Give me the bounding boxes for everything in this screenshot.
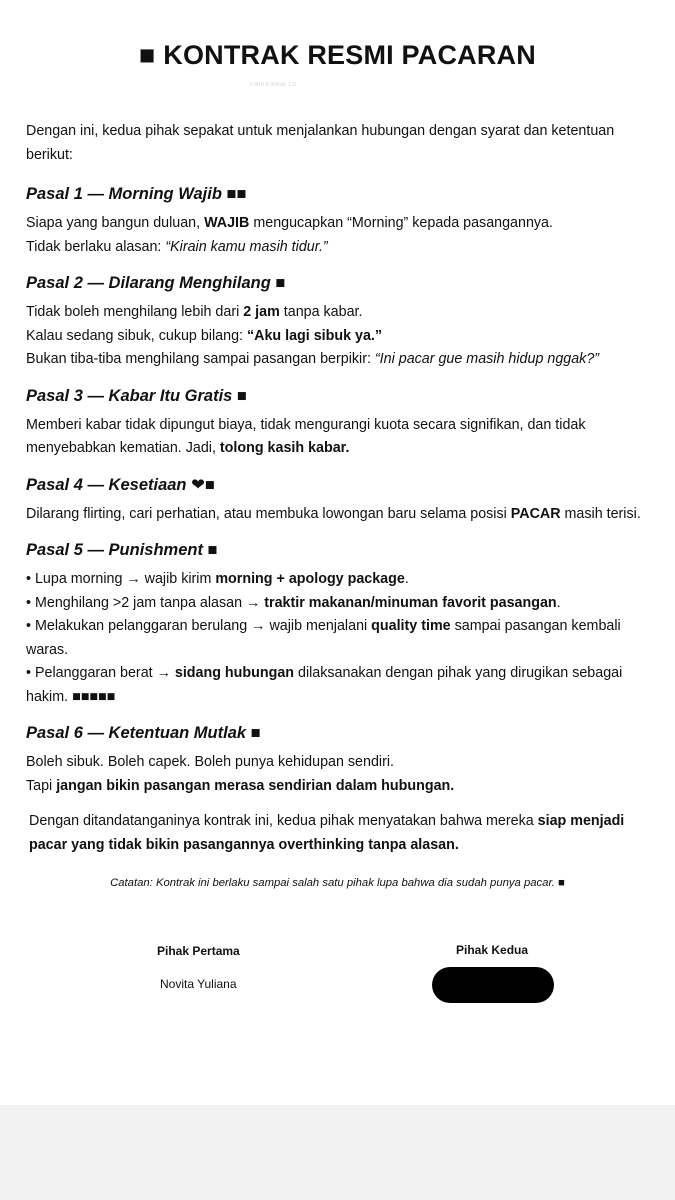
redaction-mark xyxy=(432,967,554,1003)
text-segment: . xyxy=(556,594,561,611)
pasal-2-line-3 xyxy=(26,348,656,372)
italic-segment: “Kirain kamu masih tidur.” xyxy=(165,238,328,255)
italic-segment: “Ini pacar gue masih hidup nggak?” xyxy=(374,351,600,367)
text-segment: • Melakukan pelanggaran berulang → wajib menjalani xyxy=(26,618,372,634)
page-title: ■ KONTRAK RESMI PACARAN xyxy=(139,40,536,70)
text-segment: masih terisi. xyxy=(560,505,641,522)
text-segment: Siapa yang bangun duluan, xyxy=(26,215,205,231)
text-segment: • Lupa morning → wajib kirim xyxy=(26,571,216,587)
pasal-4-title: Pasal 4 — Kesetiaan ❤■ xyxy=(26,475,215,494)
text-segment: . xyxy=(404,571,409,587)
pasal-1-line-1 xyxy=(26,212,656,236)
bold-segment: “Aku lagi sibuk ya.” xyxy=(246,327,383,344)
pasal-5-title: Pasal 5 — Punishment ■ xyxy=(26,541,218,559)
pasal-6 xyxy=(26,721,656,798)
bold-segment: morning + apology package xyxy=(215,571,405,587)
pasal-5-bullet-4 xyxy=(26,662,656,709)
text-segment: Memberi kabar tidak dipungut biaya, tidak mengurangi kuota secara signifikan, dan tidak menyebabkan kematian. Jadi, xyxy=(26,416,586,456)
bold-segment: siap menjadi pacar yang tidak bikin pasangannya overthinking tanpa alasan. xyxy=(29,813,625,853)
footnote: Catatan: Kontrak ini berlaku sampai salah satu pihak lupa bahwa dia sudah punya pacar. ■ xyxy=(110,877,565,889)
pasal-6-title: Pasal 6 — Ketentuan Mutlak ■ xyxy=(26,724,261,742)
bold-segment: traktir makanan/minuman favorit pasangan xyxy=(264,594,557,611)
pasal-5-bullet-3 xyxy=(26,615,656,662)
bold-segment: quality time xyxy=(371,618,451,634)
text-segment: Tapi xyxy=(26,777,57,794)
pasal-1-line-2 xyxy=(26,236,656,260)
pasal-6-line-1: Boleh sibuk. Boleh capek. Boleh punya kehidupan sendiri. xyxy=(26,754,394,770)
pasal-4-line-1 xyxy=(26,503,656,527)
text-segment: Dilarang flirting, cari perhatian, atau membuka lowongan baru selama posisi xyxy=(26,505,511,522)
pasal-3 xyxy=(26,384,656,461)
intro-paragraph: Dengan ini, kedua pihak sepakat untuk menjalankan hubungan dengan syarat dan ketentuan berikut: xyxy=(26,123,615,163)
pasal-3-line-1 xyxy=(26,414,656,461)
text-segment: • Menghilang >2 jam tanpa alasan → xyxy=(26,594,265,611)
pasal-2-title: Pasal 2 — Dilarang Menghilang ■ xyxy=(26,274,286,292)
pasal-5-bullet-2 xyxy=(26,592,656,616)
pasal-4 xyxy=(26,473,656,527)
text-segment: tanpa kabar. xyxy=(279,304,363,320)
text-segment: Bukan tiba-tiba menghilang sampai pasangan berpikir: xyxy=(26,351,375,367)
text-segment: mengucapkan “Morning” kepada pasangannya. xyxy=(249,215,553,231)
bold-segment: tolong kasih kabar. xyxy=(219,440,350,456)
first-party-label: Pihak Pertama xyxy=(157,944,240,958)
bold-segment: WAJIB xyxy=(204,215,250,231)
text-segment: Tidak boleh menghilang lebih dari xyxy=(26,304,244,320)
text-segment: sampai pasangan kembali waras. xyxy=(26,618,621,658)
pasal-5-bullet-1 xyxy=(26,568,656,592)
pasal-2-line-2 xyxy=(26,325,656,349)
bold-segment: jangan bikin pasangan merasa sendirian dalam hubungan. xyxy=(56,777,455,794)
text-segment: dilaksanakan dengan pihak yang dirugikan sebagai hakim. xyxy=(26,665,623,705)
pasal-2-line-1 xyxy=(26,301,656,325)
first-party-name: Novita Yuliana xyxy=(160,977,237,991)
pasal-1-title: Pasal 1 — Morning Wajib ■■ xyxy=(26,185,247,203)
contract-body xyxy=(26,120,656,857)
pasal-3-title: Pasal 3 — Kabar Itu Gratis ■ xyxy=(26,386,247,405)
bold-segment: PACAR xyxy=(510,505,561,522)
pasal-6-line-2 xyxy=(26,775,656,799)
text-segment: • Pelanggaran berat → xyxy=(26,665,175,681)
pasal-2 xyxy=(26,271,656,372)
square-emoji-glyphs: ■■■■■ xyxy=(72,688,116,705)
pasal-5 xyxy=(26,538,656,709)
pasal-1 xyxy=(26,182,656,259)
text-segment: Kalau sedang sibuk, cukup bilang: xyxy=(26,327,247,344)
bold-segment: sidang hubungan xyxy=(174,665,295,681)
bold-segment: 2 jam xyxy=(243,304,280,320)
text-segment: Tidak berlaku alasan: xyxy=(26,238,166,255)
second-party-label: Pihak Kedua xyxy=(456,943,529,957)
closing-paragraph xyxy=(26,810,656,857)
text-segment: Dengan ditandatanganinya kontrak ini, kedua pihak menyatakan bahwa mereka xyxy=(29,813,538,829)
faint-subtitle: Form Kontrak 1.0 xyxy=(250,82,297,88)
